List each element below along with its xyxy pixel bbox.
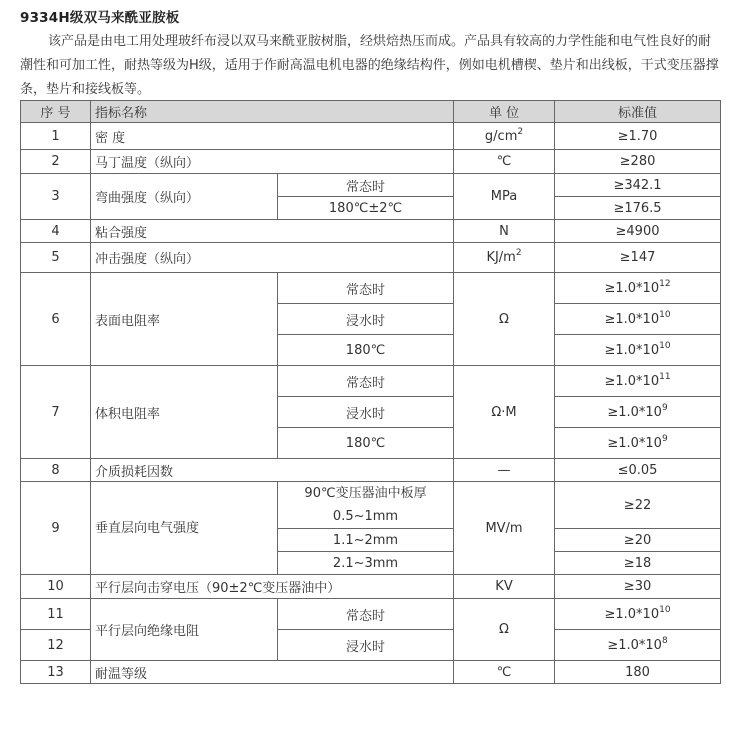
row-no: 10 — [21, 575, 91, 599]
row-no: 4 — [21, 220, 91, 243]
row-std: 180 — [555, 661, 721, 684]
row-name: 弯曲强度（纵向） — [91, 174, 278, 220]
std-base: ≥1.0*10 — [604, 606, 660, 622]
row-no: 6 — [21, 273, 91, 366]
row-name: 马丁温度（纵向） — [91, 150, 454, 174]
table-row — [21, 243, 721, 273]
row-name: 冲击强度（纵向） — [91, 243, 454, 273]
std-base: ≥1.0*10 — [607, 435, 662, 451]
row-unit: Ω·M — [454, 366, 555, 459]
row-std: ≥147 — [555, 243, 721, 273]
std-base: ≥1.0*10 — [604, 311, 660, 327]
row-condition: 常态时 — [278, 273, 454, 304]
table-row — [21, 123, 721, 150]
table-row — [21, 220, 721, 243]
row-std: ≥22 — [555, 482, 721, 529]
row-std — [555, 273, 721, 304]
row-unit — [454, 123, 555, 150]
row-name: 平行层向击穿电压（90±2℃变压器油中） — [91, 575, 454, 599]
std-base: ≥1.0*10 — [604, 373, 660, 389]
row-std: ≥20 — [555, 529, 721, 552]
row-std — [555, 366, 721, 397]
row-condition: 1.1~2mm — [278, 529, 454, 552]
row-unit: Ω — [454, 273, 555, 366]
row-no: 3 — [21, 174, 91, 220]
row-no: 11 — [21, 599, 91, 630]
row-unit: KV — [454, 575, 555, 599]
row-unit: MV/m — [454, 482, 555, 575]
row-no: 7 — [21, 366, 91, 459]
table-row — [21, 174, 721, 197]
row-condition: 180℃±2℃ — [278, 197, 454, 220]
std-base: ≥1.0*10 — [607, 637, 662, 653]
row-std: ≤0.05 — [555, 459, 721, 482]
unit-base: g/cm — [484, 128, 518, 144]
std-base: ≥1.0*10 — [604, 280, 660, 296]
row-unit: — — [454, 459, 555, 482]
spec-table — [20, 100, 721, 684]
row-name: 平行层向绝缘电阻 — [91, 599, 278, 661]
row-no: 1 — [21, 123, 91, 150]
row-condition: 常态时 — [278, 174, 454, 197]
row-condition: 2.1~3mm — [278, 552, 454, 575]
row-name: 垂直层向电气强度 — [91, 482, 278, 575]
std-base: ≥1.0*10 — [604, 342, 660, 358]
row-no: 9 — [21, 482, 91, 575]
row-std — [555, 304, 721, 335]
table-row — [21, 366, 721, 397]
std-exponent: 11 — [659, 371, 671, 382]
header-name: 指标名称 — [91, 101, 454, 123]
row-std — [555, 397, 721, 428]
row-std: ≥280 — [555, 150, 721, 174]
row-condition: 常态时 — [278, 599, 454, 630]
header-no: 序 号 — [21, 101, 91, 123]
row-condition: 180℃ — [278, 428, 454, 459]
std-base: ≥1.0*10 — [607, 404, 662, 420]
row-std: ≥1.70 — [555, 123, 721, 150]
std-exponent: 9 — [661, 433, 668, 444]
row-std — [555, 599, 721, 630]
row-std — [555, 428, 721, 459]
table-row — [21, 459, 721, 482]
table-row — [21, 661, 721, 684]
table-header-row — [21, 101, 721, 123]
header-std: 标准值 — [555, 101, 721, 123]
row-std: ≥18 — [555, 552, 721, 575]
row-unit: ℃ — [454, 661, 555, 684]
row-unit: N — [454, 220, 555, 243]
std-exponent: 8 — [661, 635, 668, 646]
row-name: 介质损耗因数 — [91, 459, 454, 482]
row-condition: 浸水时 — [278, 630, 454, 661]
doc-intro: 该产品是由电工用处理玻纤布浸以双马来酰亚胺树脂，经烘焙热压而成。产品具有较高的力学性能和电气性良好的耐潮性和可加工性，耐热等级为H级，适用于作耐高温电机电器的绝缘结构件，例如电机槽楔、垫片和出线板，干式变压器撑条，垫片和接线板等。 — [20, 34, 719, 97]
unit-exponent: 2 — [515, 248, 522, 258]
table-row — [21, 273, 721, 304]
row-name: 密 度 — [91, 123, 454, 150]
row-std: ≥342.1 — [555, 174, 721, 197]
row-no: 5 — [21, 243, 91, 273]
table-row — [21, 575, 721, 599]
row-unit: ℃ — [454, 150, 555, 174]
header-unit: 单 位 — [454, 101, 555, 123]
table-row — [21, 150, 721, 174]
row-unit: MPa — [454, 174, 555, 220]
row-unit: Ω — [454, 599, 555, 661]
row-condition: 浸水时 — [278, 397, 454, 428]
row-no: 13 — [21, 661, 91, 684]
table-row — [21, 482, 721, 529]
row-std — [555, 335, 721, 366]
row-std — [555, 630, 721, 661]
std-exponent: 10 — [659, 340, 671, 351]
std-exponent: 12 — [659, 278, 671, 289]
std-exponent: 10 — [659, 604, 671, 615]
row-std: ≥30 — [555, 575, 721, 599]
row-std: ≥4900 — [555, 220, 721, 243]
doc-title: 9334H级双马来酰亚胺板 — [20, 10, 180, 26]
row-no: 8 — [21, 459, 91, 482]
std-exponent: 10 — [659, 309, 671, 320]
row-name: 表面电阻率 — [91, 273, 278, 366]
std-exponent: 9 — [661, 402, 668, 413]
row-std: ≥176.5 — [555, 197, 721, 220]
table-row — [21, 599, 721, 630]
row-name: 粘合强度 — [91, 220, 454, 243]
row-name: 耐温等级 — [91, 661, 454, 684]
row-condition: 浸水时 — [278, 304, 454, 335]
unit-exponent: 2 — [517, 126, 524, 137]
unit-base: KJ/m — [486, 250, 516, 265]
row-condition: 90℃变压器油中板厚0.5~1mm — [278, 482, 454, 529]
row-name: 体积电阻率 — [91, 366, 278, 459]
row-no: 12 — [21, 630, 91, 661]
row-condition: 180℃ — [278, 335, 454, 366]
row-unit — [454, 243, 555, 273]
row-condition: 常态时 — [278, 366, 454, 397]
row-no: 2 — [21, 150, 91, 174]
